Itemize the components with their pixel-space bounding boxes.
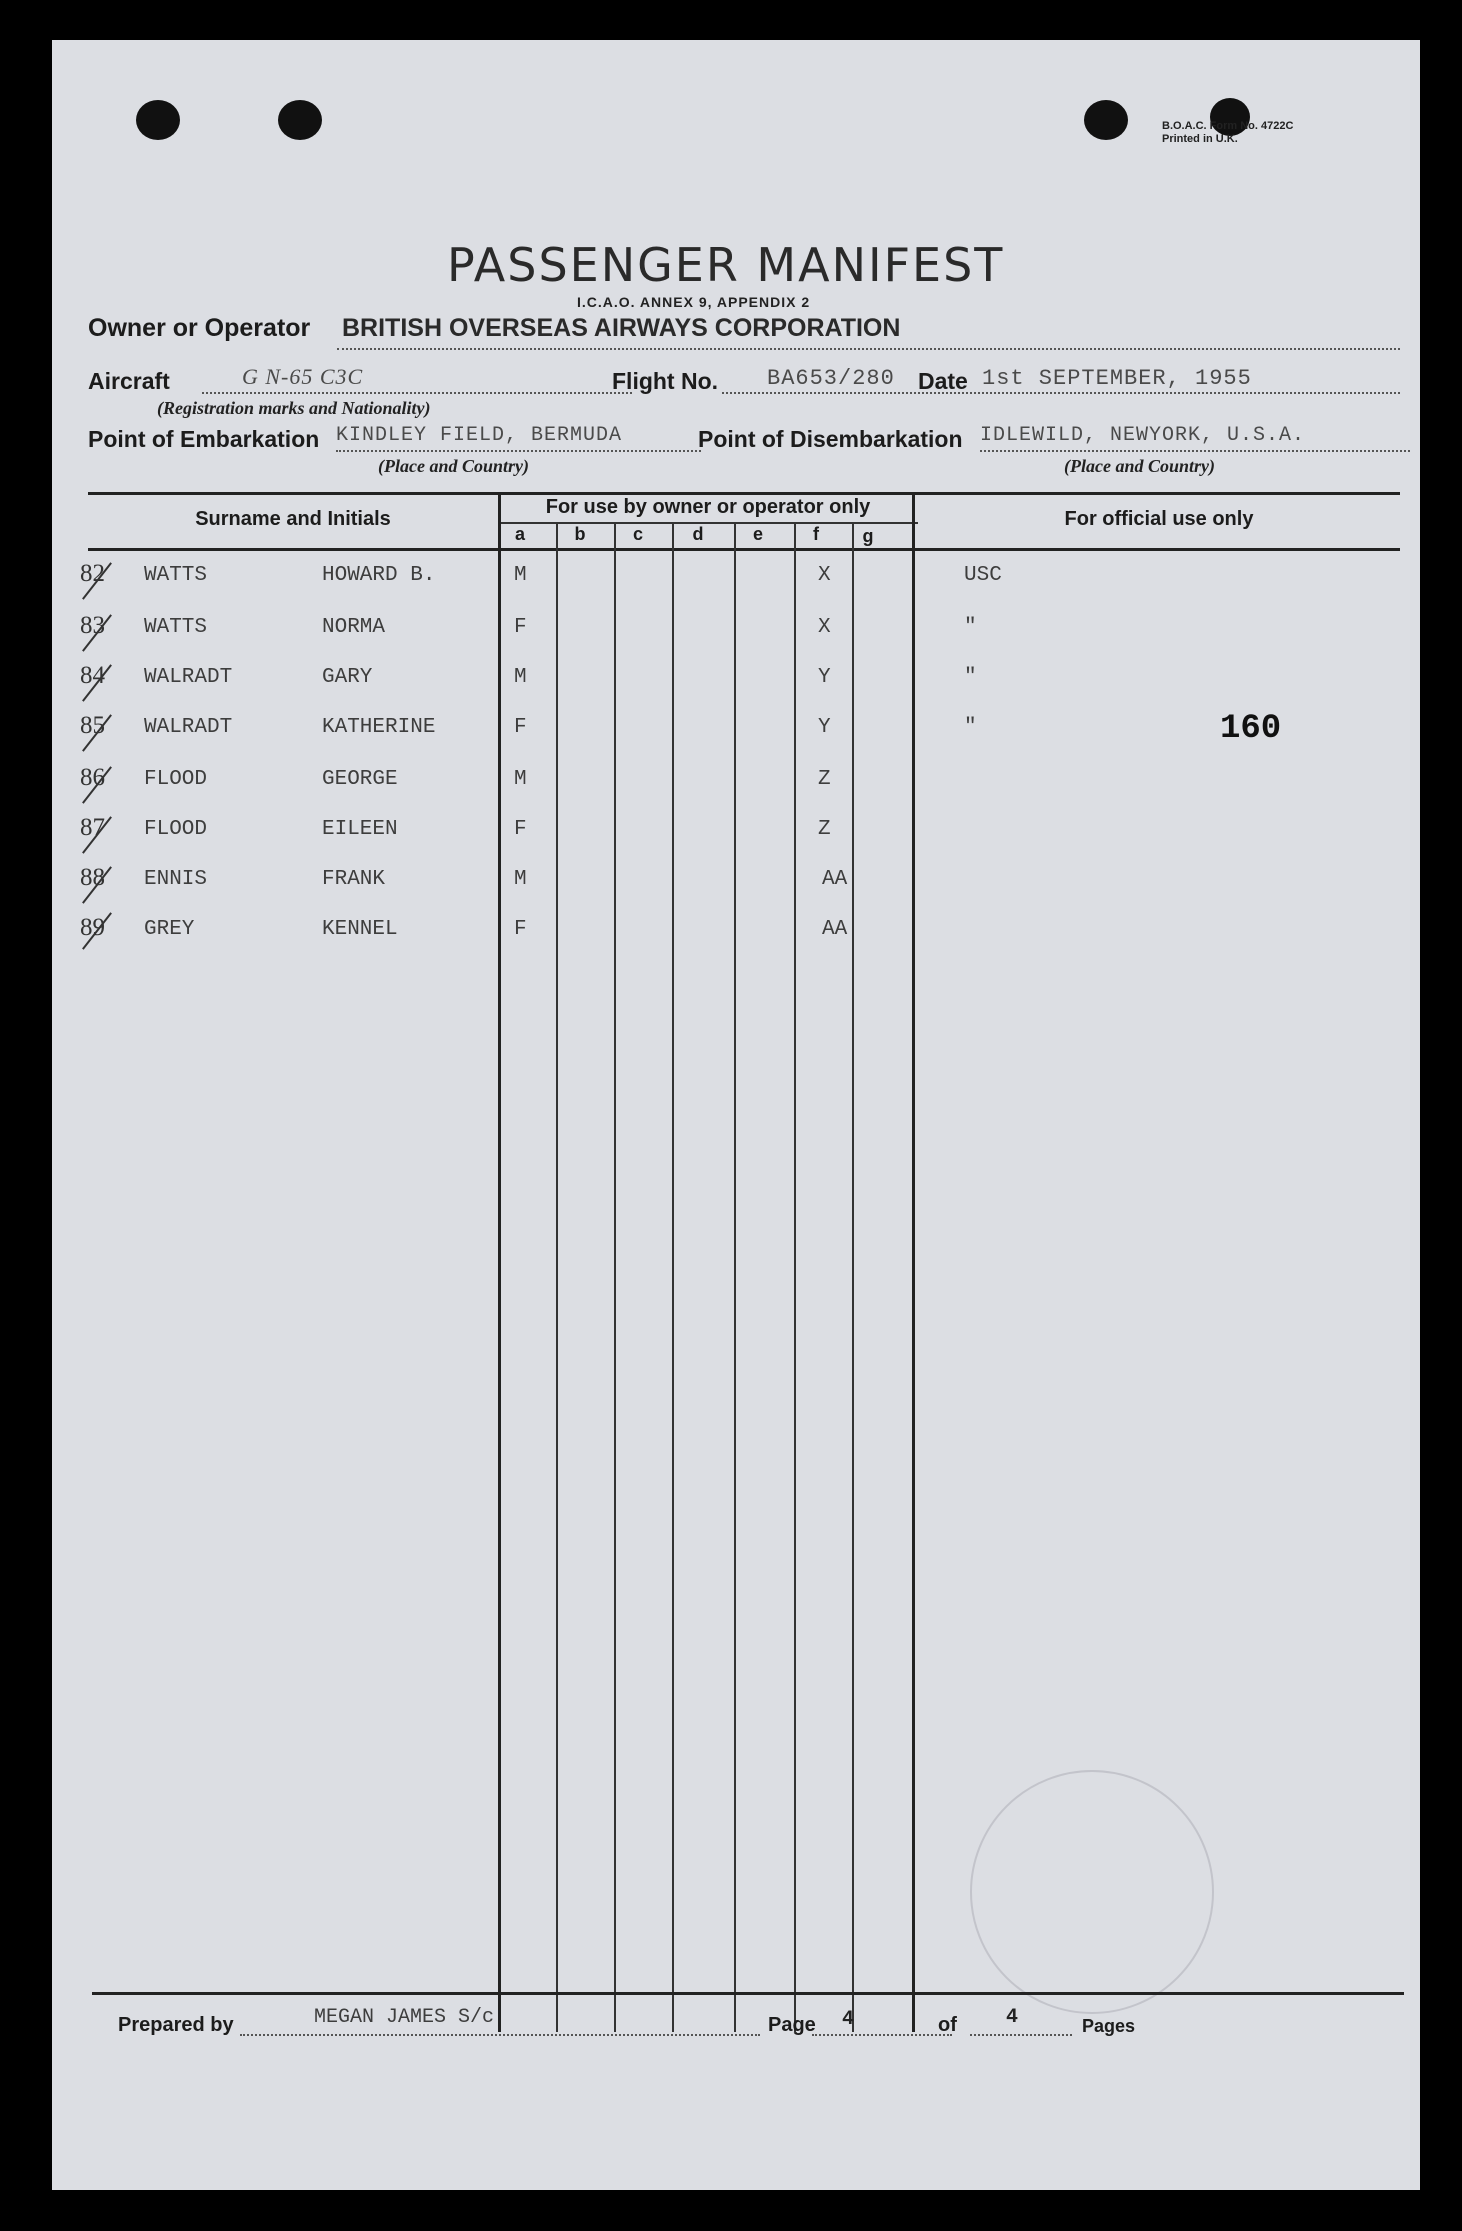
sub-col-e: e (752, 524, 763, 544)
pages-label: Pages (1082, 2016, 1136, 2036)
form-number: B.O.A.C. Form No. 4722C (1162, 120, 1294, 132)
table-header-rule (88, 548, 1400, 551)
given-names: HOWARD B. (322, 564, 436, 587)
col-a-value: F (514, 616, 527, 639)
owner-line (337, 348, 1400, 350)
surname: ENNIS (144, 868, 208, 891)
of-line (970, 2034, 1072, 2036)
of-label: of (938, 2014, 957, 2036)
col-f-value: AA (822, 918, 848, 941)
embark-label: Point of Embarkation (88, 426, 320, 452)
row-number: 87 (80, 814, 105, 841)
disembark-hint: (Place and Country) (1064, 456, 1215, 476)
col-f-value: Z (818, 818, 831, 841)
given-names: EILEEN (322, 818, 398, 841)
col-official-header: For official use only (1064, 508, 1254, 530)
sub-col-c: c (632, 524, 643, 544)
owner-value: BRITISH OVERSEAS AIRWAYS CORPORATION (342, 314, 901, 342)
page-label: Page (768, 2014, 816, 2036)
surname: WATTS (144, 564, 208, 587)
surname: WATTS (144, 616, 208, 639)
row-number: 85 (80, 712, 105, 739)
given-names: GARY (322, 666, 373, 689)
surname: WALRADT (144, 666, 233, 689)
official-value: " (964, 666, 977, 689)
aircraft-line (202, 392, 632, 394)
col-a-value: M (514, 768, 527, 791)
surname: GREY (144, 918, 195, 941)
given-names: KENNEL (322, 918, 398, 941)
row-number: 82 (80, 560, 105, 587)
col-operator-header: For use by owner or operator only (545, 496, 871, 518)
col-f-value: X (818, 616, 831, 639)
official-value: USC (964, 564, 1002, 587)
surname: FLOOD (144, 818, 208, 841)
table-row (52, 712, 1420, 752)
table-row (52, 612, 1420, 652)
date-label: Date (918, 368, 968, 394)
sub-col-g: g (862, 526, 874, 546)
punch-hole (136, 100, 180, 140)
aircraft-value: G N-65 C3C (242, 364, 364, 389)
given-names: KATHERINE (322, 716, 436, 739)
surname: FLOOD (144, 768, 208, 791)
sub-col-f: f (813, 524, 819, 544)
date-value: 1st SEPTEMBER, 1955 (982, 366, 1252, 391)
surname: WALRADT (144, 716, 233, 739)
col-a-value: F (514, 818, 527, 841)
owner-label: Owner or Operator (88, 314, 311, 342)
embark-value: KINDLEY FIELD, BERMUDA (336, 424, 623, 447)
aircraft-hint: (Registration marks and Nationality) (157, 398, 431, 418)
given-names: NORMA (322, 616, 386, 639)
given-names: FRANK (322, 868, 386, 891)
table-row (52, 914, 1420, 954)
prepared-line (240, 2034, 760, 2036)
col-a-value: F (514, 918, 527, 941)
stamp-number: 160 (1220, 710, 1282, 748)
col-name-header: Surname and Initials (195, 508, 391, 530)
col-f-value: AA (822, 868, 848, 891)
disembark-label: Point of Disembarkation (698, 426, 963, 452)
page-line (812, 2034, 952, 2036)
col-a-value: M (514, 868, 527, 891)
faded-stamp-circle (970, 1770, 1214, 2014)
table-row (52, 864, 1420, 904)
sub-col-b: b (574, 524, 586, 544)
table-top-rule (88, 492, 1400, 495)
disembark-value: IDLEWILD, NEWYORK, U.S.A. (980, 424, 1306, 447)
row-number: 84 (80, 662, 105, 689)
col-f-value: Y (818, 666, 831, 689)
col-f-value: X (818, 564, 831, 587)
col-f-value: Y (818, 716, 831, 739)
page-value: 4 (842, 2008, 855, 2031)
given-names: GEORGE (322, 768, 398, 791)
table-row (52, 764, 1420, 804)
official-value: " (964, 616, 977, 639)
row-number: 86 (80, 764, 105, 791)
punch-hole (1084, 100, 1128, 140)
table-row (52, 560, 1420, 600)
printed-note: Printed in U.K. (1162, 133, 1238, 145)
prepared-label: Prepared by (118, 2014, 234, 2036)
official-value: " (964, 716, 977, 739)
flight-date-line (722, 392, 1400, 394)
prepared-value: MEGAN JAMES S/c (314, 2006, 495, 2029)
flight-label: Flight No. (612, 368, 719, 394)
page-title: PASSENGER MANIFEST (447, 238, 1005, 292)
flight-value: BA653/280 (767, 366, 895, 391)
embark-line (336, 450, 701, 452)
row-number: 89 (80, 914, 105, 941)
punch-hole (278, 100, 322, 140)
col-a-value: M (514, 564, 527, 587)
manifest-sheet (52, 40, 1420, 2190)
aircraft-label: Aircraft (88, 368, 170, 394)
page-subtitle: I.C.A.O. ANNEX 9, APPENDIX 2 (577, 294, 811, 310)
disembark-line (980, 450, 1410, 452)
row-number: 83 (80, 612, 105, 639)
table-row (52, 662, 1420, 702)
col-f-value: Z (818, 768, 831, 791)
sub-col-d: d (692, 524, 704, 544)
row-number: 88 (80, 864, 105, 891)
table-row (52, 814, 1420, 854)
col-a-value: F (514, 716, 527, 739)
table-bottom-rule (92, 1992, 1404, 1995)
form-reference (1162, 120, 1293, 146)
of-value: 4 (1006, 2006, 1019, 2029)
sub-col-a: a (514, 524, 525, 544)
col-a-value: M (514, 666, 527, 689)
embark-hint: (Place and Country) (378, 456, 529, 476)
